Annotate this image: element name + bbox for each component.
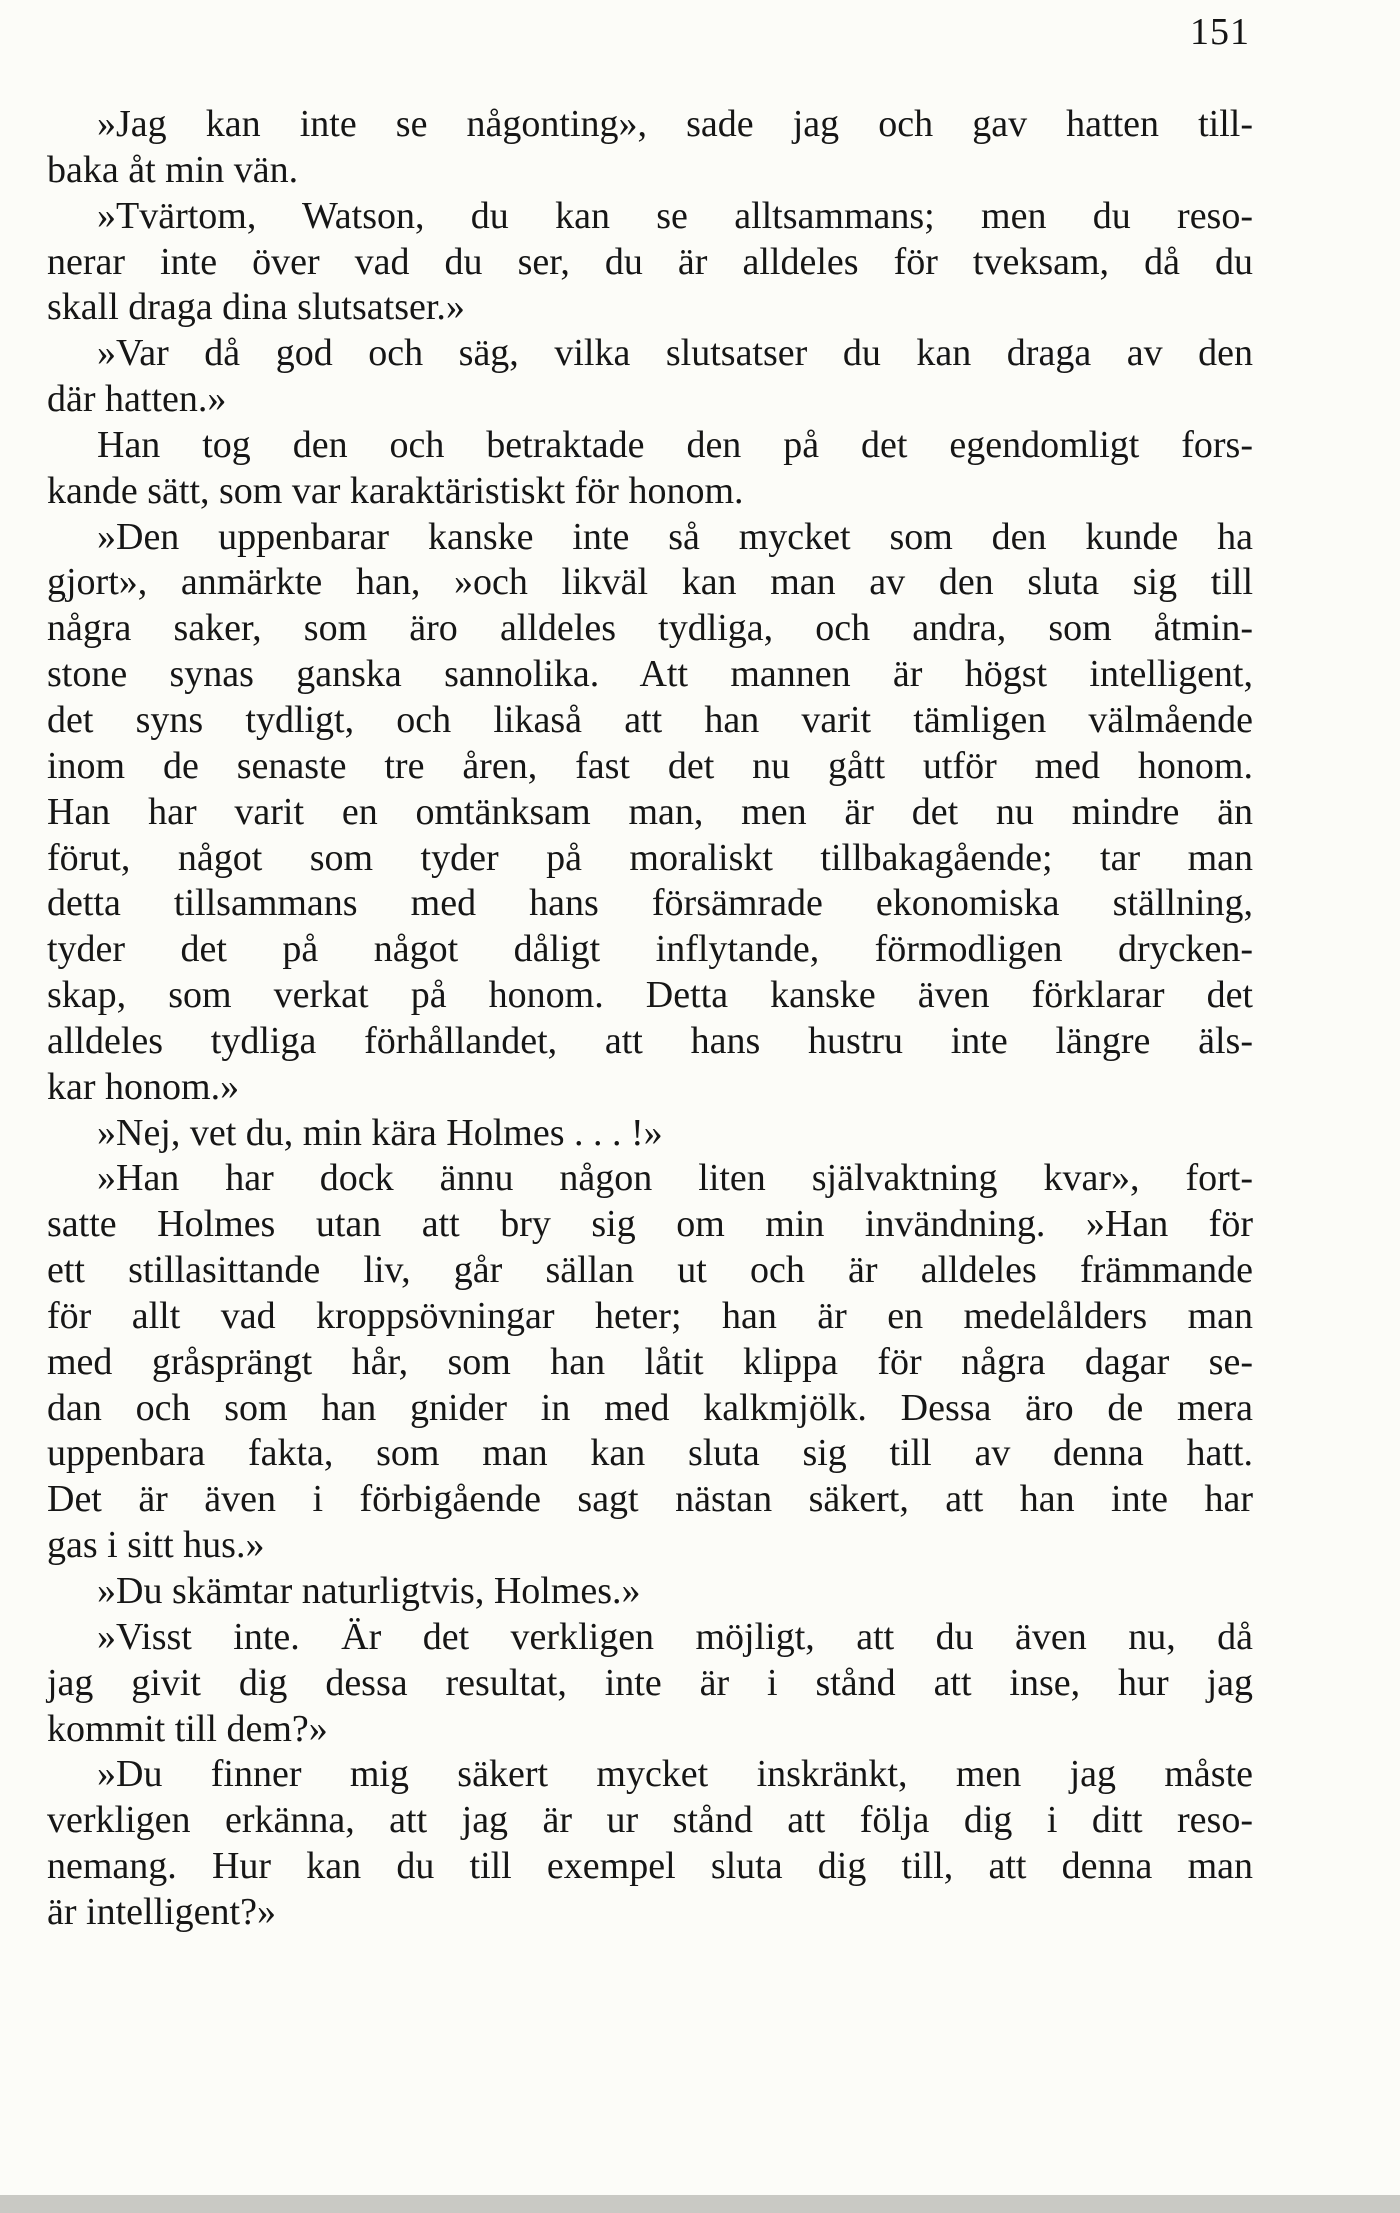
text-line: Han har varit en omtänksam man, men är det nu mindre än [47, 790, 1253, 833]
text-line: kar honom.» [47, 1065, 240, 1108]
text-line: dan och som han gnider in med kalkmjölk. Dessa äro de mera [47, 1386, 1253, 1429]
text-line: »Visst inte. Är det verkligen möjligt, att du även nu, då [97, 1615, 1253, 1658]
text-line: »Han har dock ännu någon liten självaktning kvar», fort- [97, 1157, 1253, 1200]
text-line: jag givit dig dessa resultat, inte är i stånd att inse, hur jag [47, 1661, 1253, 1704]
text-line: nerar inte över vad du ser, du är alldeles för tveksam, då du [47, 240, 1253, 283]
text-line: uppenbara fakta, som man kan sluta sig till av denna hatt. [47, 1432, 1253, 1475]
page-bottom-edge [0, 2195, 1400, 2213]
text-line: »Du skämtar naturligtvis, Holmes.» [97, 1570, 641, 1612]
text-line: där hatten.» [47, 378, 227, 421]
text-line: inom de senaste tre åren, fast det nu gått utför med honom. [47, 744, 1253, 787]
text-line: »Jag kan inte se någonting», sade jag och gav hatten till- [97, 103, 1253, 145]
text-line: alldeles tydliga förhållandet, att hans hustru inte längre äls- [47, 1019, 1253, 1062]
text-line: »Tvärtom, Watson, du kan se alltsammans; men du reso- [97, 194, 1253, 237]
text-line: skall draga dina slutsatser.» [47, 286, 465, 329]
text-line: »Den uppenbarar kanske inte så mycket som den kunde ha [97, 515, 1253, 558]
text-line: några saker, som äro alldeles tydliga, och andra, som åtmin- [47, 607, 1253, 650]
page-number: 151 [1190, 11, 1250, 53]
text-line: detta tillsammans med hans försämrade ekonomiska ställning, [47, 882, 1253, 925]
text-line: skap, som verkat på honom. Detta kanske även förklarar det [47, 974, 1253, 1017]
text-line: för allt vad kroppsövningar heter; han är en medelålders man [47, 1294, 1253, 1337]
text-line: verkligen erkänna, att jag är ur stånd att följa dig i ditt reso- [47, 1799, 1253, 1842]
text-line: ett stillasittande liv, går sällan ut och är alldeles främmande [47, 1249, 1253, 1292]
text-line: »Du finner mig säkert mycket inskränkt, men jag måste [97, 1753, 1253, 1796]
text-line: »Var då god och säg, vilka slutsatser du kan draga av den [97, 332, 1253, 375]
text-line: är intelligent?» [47, 1890, 276, 1933]
text-line: Han tog den och betraktade den på det egendomligt fors- [97, 423, 1253, 466]
text-line: gas i sitt hus.» [47, 1524, 265, 1567]
text-line: Det är även i förbigående sagt nästan säkert, att han inte har [47, 1478, 1253, 1521]
text-line: gjort», anmärkte han, »och likväl kan man av den sluta sig till [47, 561, 1253, 604]
text-line: tyder det på något dåligt inflytande, förmodligen drycken- [47, 928, 1253, 971]
text-line: »Nej, vet du, min kära Holmes . . . !» [97, 1111, 663, 1154]
body-text [47, 102, 1253, 1936]
text-line: nemang. Hur kan du till exempel sluta dig till, att denna man [47, 1845, 1253, 1888]
text-line: stone synas ganska sannolika. Att mannen är högst intelligent, [47, 653, 1253, 696]
text-line: satte Holmes utan att bry sig om min invändning. »Han för [47, 1203, 1253, 1246]
text-line: det syns tydligt, och likaså att han varit tämligen välmående [47, 698, 1253, 741]
text-line: förut, något som tyder på moraliskt tillbakagående; tar man [47, 836, 1253, 879]
text-line: kommit till dem?» [47, 1707, 328, 1750]
text-line: med gråsprängt hår, som han låtit klippa för några dagar se- [47, 1340, 1253, 1383]
text-line: kande sätt, som var karaktäristiskt för honom. [47, 469, 744, 512]
text-line: baka åt min vän. [47, 148, 299, 191]
